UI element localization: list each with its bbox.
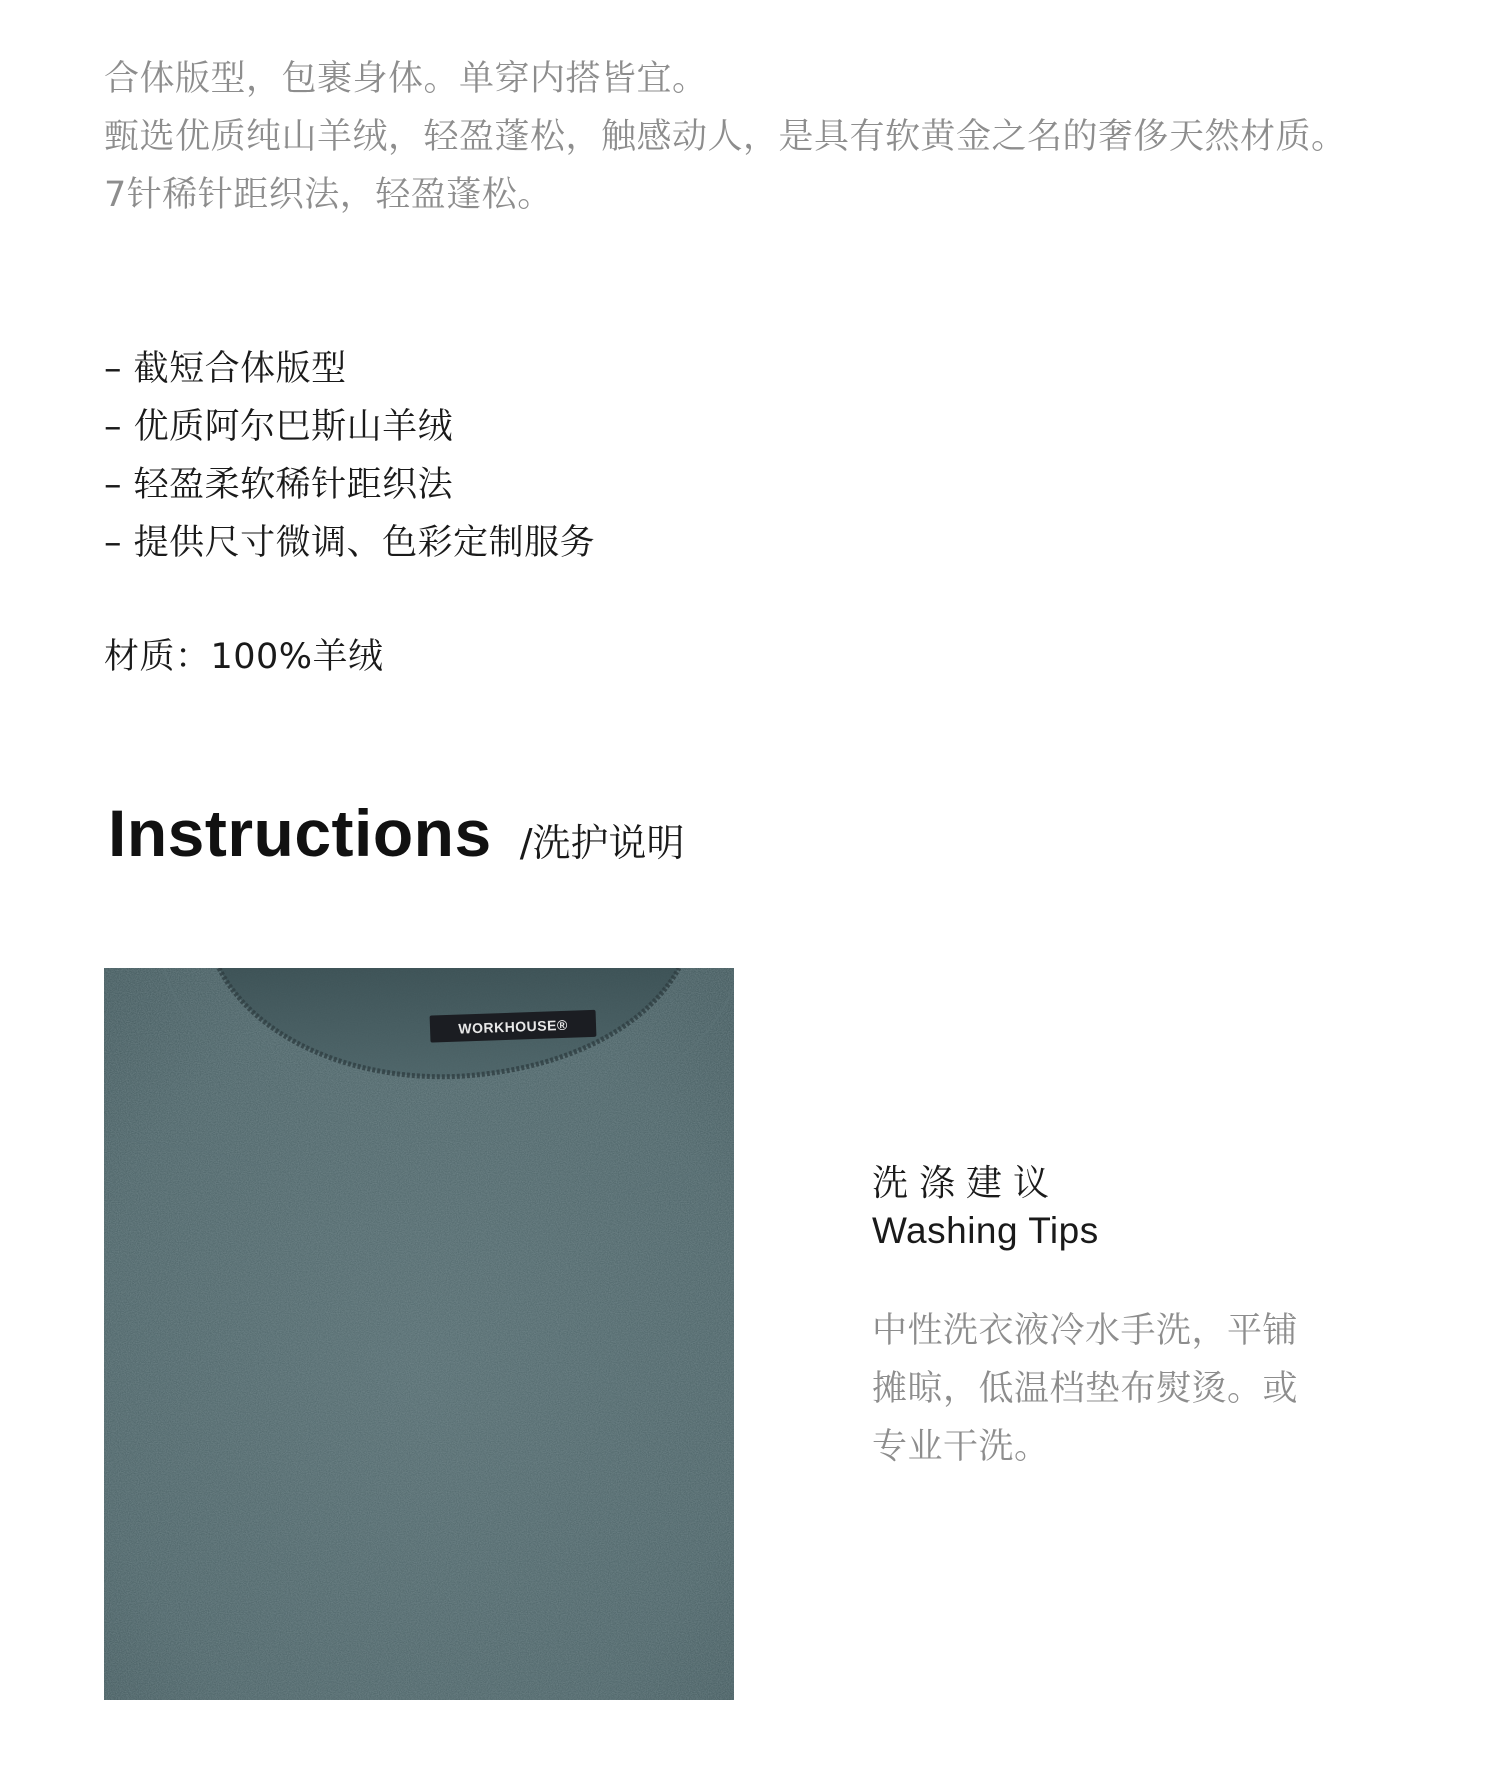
feature-item: – 优质阿尔巴斯山羊绒 (104, 407, 454, 447)
intro-line: 甄选优质纯山羊绒，轻盈蓬松，触感动人，是具有软黄金之名的奢侈天然材质。 (104, 117, 1347, 157)
feature-list (104, 340, 595, 572)
washing-line: 专业干洗。 (872, 1427, 1050, 1467)
product-intro (104, 50, 1444, 224)
washing-heading-zh: 洗涤建议 (872, 1163, 1061, 1204)
section-title-zh: /洗护说明 (519, 821, 685, 865)
intro-line: 7针稀针距织法，轻盈蓬松。 (104, 175, 553, 215)
washing-heading-en: Washing Tips (872, 1210, 1099, 1251)
brand-label-text: WORKHOUSE® (458, 1016, 568, 1037)
sweater-photo (104, 968, 734, 1700)
sweater-illustration (104, 968, 734, 1700)
washing-tips (872, 1160, 1432, 1476)
section-title (108, 795, 685, 871)
feature-item: – 轻盈柔软稀针距织法 (104, 465, 454, 505)
intro-line: 合体版型，包裹身体。单穿内搭皆宜。 (104, 59, 708, 99)
feature-item: – 截短合体版型 (104, 349, 347, 389)
feature-item: – 提供尺寸微调、色彩定制服务 (104, 523, 596, 563)
washing-body (872, 1302, 1432, 1476)
washing-line: 摊晾，低温档垫布熨烫。或 (872, 1369, 1299, 1409)
washing-line: 中性洗衣液冷水手洗，平铺 (872, 1311, 1299, 1351)
section-title-en: Instructions (108, 796, 492, 870)
material-info: 材质：100%羊绒 (104, 637, 384, 677)
